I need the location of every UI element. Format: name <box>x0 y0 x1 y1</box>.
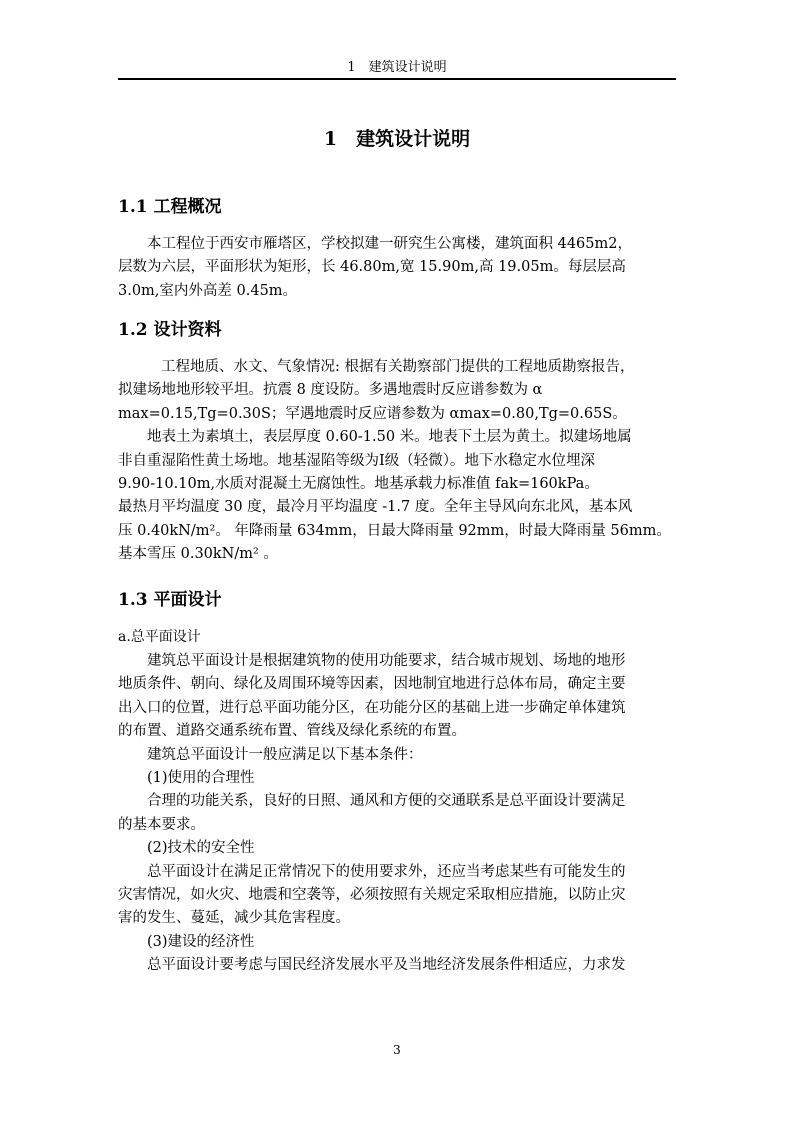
paragraph-line: max=0.15,Tg=0.30S；罕遇地震时反应谱参数为 αmax=0.80,Tg=0.65S。 <box>118 405 627 422</box>
paragraph-line: 基本雪压 0.30kN/m² 。 <box>118 546 278 563</box>
paragraph-line: 总平面设计在满足正常情况下的使用要求外，还应当考虑某些有可能发生的 <box>147 863 626 880</box>
paragraph-line: 拟建场地地形较平坦。抗震 8 度设防。多遇地震时反应谱参数为 α <box>118 382 543 399</box>
section-title-1-2: 1.2 设计资料 <box>118 320 222 340</box>
paragraph-line: 害的发生、蔓延，减少其危害程度。 <box>118 910 350 927</box>
list-heading: (3)建设的经济性 <box>147 933 255 950</box>
paragraph-line: 出入口的位置，进行总平面功能分区，在功能分区的基础上进一步确定单体建筑 <box>118 699 626 716</box>
paragraph-line: 总平面设计要考虑与国民经济发展水平及当地经济发展条件相适应，力求发 <box>147 957 626 974</box>
paragraph-line: 的基本要求。 <box>118 816 205 833</box>
paragraph-line: 压 0.40kN/m²。 年降雨量 634mm，日最大降雨量 92mm，时最大降雨量 56mm。 <box>118 522 671 539</box>
section-1-2-body <box>118 356 678 567</box>
paragraph-line: 最热月平均温度 30 度，最冷月平均温度 -1.7 度。全年主导风向东北风，基本风 <box>118 499 633 516</box>
list-heading: (2)技术的安全性 <box>147 840 255 857</box>
paragraph-line: 非自重湿陷性黄土场地。地基湿陷等级为Ⅰ级（轻微）。地下水稳定水位埋深 <box>118 452 595 469</box>
paragraph-line: 本工程位于西安市雁塔区，学校拟建一研究生公寓楼，建筑面积 4465m2， <box>147 236 632 252</box>
paragraph-line: 合理的功能关系，良好的日照、通风和方便的交通联系是总平面设计要满足 <box>147 793 626 810</box>
section-title-1-1: 1.1 工程概况 <box>118 197 222 217</box>
subsection-title: a.总平面设计 <box>118 629 201 645</box>
section-title-1-3: 1.3 平面设计 <box>118 590 222 610</box>
paragraph-line: 地质条件、朝向、绿化及周围环境等因素，因地制宜地进行总体布局，确定主要 <box>118 676 626 693</box>
section-1-1-body <box>118 233 678 303</box>
paragraph-line: 的布置、道路交通系统布置、管线及绿化系统的布置。 <box>118 723 466 740</box>
list-heading: (1)使用的合理性 <box>147 770 255 787</box>
paragraph-line: 3.0m,室内外高差 0.45m。 <box>118 282 298 299</box>
chapter-title: 1 建筑设计说明 <box>323 128 471 150</box>
paragraph-line: 灾害情况，如火灾、地震和空袭等，必须按照有关规定采取相应措施，以防止灾 <box>118 887 626 904</box>
paragraph-line: 9.90-10.10m,水质对混凝土无腐蚀性。地基承载力标准值 fak=160kPa。 <box>118 476 599 493</box>
running-header: 1 建筑设计说明 <box>347 60 447 75</box>
paragraph-line: 地表土为素填土，表层厚度 0.60-1.50 米。地表下土层为黄土。拟建场地属 <box>147 429 632 446</box>
section-1-3-body <box>118 650 678 978</box>
page-number: 3 <box>393 1043 401 1057</box>
paragraph-line: 工程地质、水文、气象情况: 根据有关勘察部门提供的工程地质勘察报告， <box>161 359 635 375</box>
header-rule <box>118 78 676 80</box>
paragraph-line: 层数为六层，平面形状为矩形，长 46.80m,宽 15.90m,高 19.05m。每层层高 <box>118 259 626 276</box>
paragraph-line: 建筑总平面设计是根据建筑物的使用功能要求，结合城市规划、场地的地形 <box>147 653 626 669</box>
paragraph-line: 建筑总平面设计一般应满足以下基本条件： <box>147 746 423 763</box>
